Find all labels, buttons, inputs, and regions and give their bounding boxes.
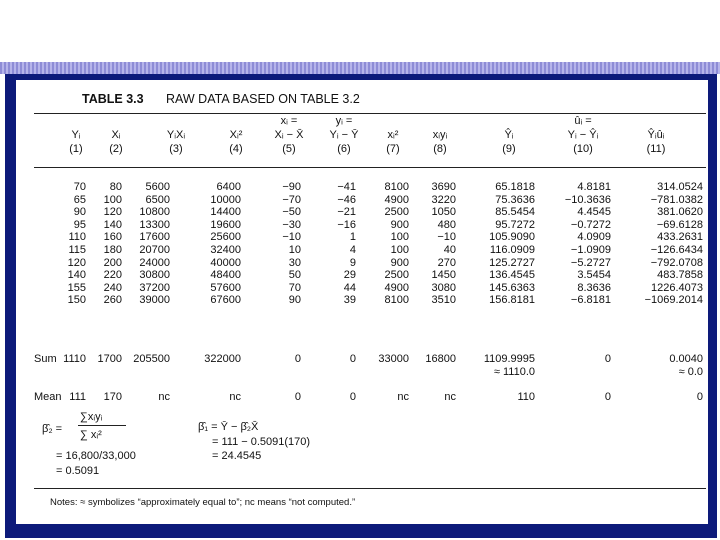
table-cell: 13300: [139, 218, 170, 231]
table-cell: 140: [103, 218, 122, 231]
sum-col-yx: [90, 353, 170, 378]
col-header-yhat-uhat-label: Ŷᵢûᵢ: [647, 129, 665, 141]
sum-label: Sum: [34, 353, 57, 365]
table-cell: −1069.2014: [644, 294, 703, 307]
table-cell: −90: [282, 181, 301, 193]
col-header-yx-label: YᵢXᵢ: [166, 129, 186, 141]
table-cell: 2500: [384, 206, 409, 219]
sum-col-y-hat: [455, 353, 535, 378]
table-cell: −792.0708: [650, 256, 703, 269]
table-cell: 180: [103, 243, 122, 256]
table-cell: −16: [337, 218, 356, 231]
col-header-x-label: Xᵢ: [111, 129, 121, 141]
table-cell: 4.0909: [577, 231, 611, 244]
table-cell: 39000: [139, 294, 170, 307]
table-cell: 40000: [210, 256, 241, 269]
table-cell: 205500: [133, 353, 170, 365]
table-cell: 4.8181: [577, 181, 611, 193]
table-cell: −0.7272: [570, 218, 611, 231]
table-cell: 65: [73, 193, 86, 206]
data-col-y-hat: [455, 181, 535, 307]
data-col-residual: [531, 181, 611, 307]
beta2-fraction-bar: [78, 425, 126, 426]
table-cell: 4.4545: [577, 206, 611, 219]
table-cell: 270: [437, 256, 456, 269]
table-cell: 19600: [210, 218, 241, 231]
col-header-y-dev-num: (6): [337, 143, 351, 155]
col-header-x-dev-sq-label: xᵢ²: [387, 129, 399, 141]
table-cell: −5.2727: [570, 256, 611, 269]
table-cell: 260: [103, 294, 122, 307]
sum-col-residual: [531, 353, 611, 378]
col-header-x-dev-label: Xᵢ − X̄: [274, 129, 304, 141]
table-cell: 10800: [139, 206, 170, 219]
table-cell: 0: [696, 391, 703, 403]
table-cell: 33000: [378, 353, 409, 365]
table-cell: 480: [437, 218, 456, 231]
table-cell: 1: [349, 231, 356, 244]
table-cell: 5600: [145, 181, 170, 193]
table-cell: −46: [337, 193, 356, 206]
table-cell: 8.3636: [577, 281, 611, 294]
table-cell: −1.0909: [570, 243, 611, 256]
data-col-yx: [90, 181, 170, 307]
col-header-y-label: Yᵢ: [71, 129, 81, 141]
table-cell: −10: [282, 231, 301, 244]
table-cell: nc: [229, 391, 241, 403]
sum-col-xy-dev: [376, 353, 456, 378]
table-cell: 39: [343, 294, 356, 307]
table-cell: 6400: [216, 181, 241, 193]
table-cell: −781.0382: [650, 193, 703, 206]
table-notes: Notes: ≈ symbolizes “approximately equal to”; nc means “not computed.”: [50, 497, 356, 508]
table-cell: 4: [349, 243, 356, 256]
table-cell: 4900: [384, 281, 409, 294]
table-cell: 40: [443, 243, 456, 256]
table-cell: −50: [282, 206, 301, 219]
table-cell: 433.2631: [657, 231, 703, 244]
table-cell: [531, 366, 611, 379]
table-cell: 110: [68, 231, 86, 244]
mean-label: Mean: [34, 391, 62, 403]
data-col-yhat-uhat: [623, 181, 703, 307]
col-header-x-sq-label: Xᵢ²: [229, 129, 243, 141]
table-cell: −126.6434: [650, 243, 703, 256]
table-cell: 3.5454: [577, 269, 611, 282]
col-header-y-num: (1): [69, 143, 83, 155]
table-cell: 170: [103, 391, 122, 403]
table-cell: 120: [103, 206, 122, 219]
table-cell: 155: [67, 281, 86, 294]
table-cell: 1450: [431, 269, 456, 282]
table-cell: 381.0620: [657, 206, 703, 219]
sum-col-yhat-uhat: [623, 353, 703, 378]
beta1-line1: β̂₁ = Ȳ − β̂₂X̄: [198, 421, 259, 433]
table-cell: nc: [444, 391, 456, 403]
table-cell: 0: [349, 391, 356, 403]
table-cell: 220: [103, 269, 122, 282]
col-header-residual-top: ûᵢ =: [574, 115, 592, 127]
table-cell: nc: [158, 391, 170, 403]
table-cell: 3690: [431, 181, 456, 193]
beta1-line3: = 24.4545: [212, 450, 262, 462]
col-header-yhat-uhat-num: (11): [646, 143, 666, 155]
table-cell: −10.3636: [564, 193, 611, 206]
table-cell: 140: [67, 269, 86, 282]
col-header-residual-label: Yᵢ − Ŷᵢ: [567, 129, 599, 141]
table-cell: 32400: [210, 243, 241, 256]
table-cell: 70: [288, 281, 301, 294]
table-sheet: [16, 80, 708, 524]
table-cell: 80: [109, 181, 122, 193]
rule-header: [34, 167, 706, 168]
table-cell: 3510: [431, 294, 456, 307]
table-cell: −6.8181: [570, 294, 611, 307]
table-cell: 30800: [139, 269, 170, 282]
table-cell: 900: [390, 218, 409, 231]
table-cell: 314.0524: [657, 181, 703, 193]
table-cell: 4900: [384, 193, 409, 206]
table-cell: −30: [282, 218, 301, 231]
table-cell: 100: [390, 231, 409, 244]
mean-col-yx: [90, 391, 170, 404]
table-cell: 95.7272: [495, 218, 535, 231]
table-cell: 3220: [431, 193, 456, 206]
table-cell: −69.6128: [656, 218, 703, 231]
table-cell: 0: [604, 391, 611, 403]
table-cell: 24000: [139, 256, 170, 269]
top-decorative-bar: [0, 62, 720, 74]
table-cell: 125.2727: [489, 256, 535, 269]
beta1-line2: = 111 − 0.5091(170): [212, 436, 311, 448]
table-cell: 48400: [210, 269, 241, 282]
table-cell: 44: [343, 281, 356, 294]
table-cell: 75.3636: [495, 193, 535, 206]
table-cell: −21: [337, 206, 356, 219]
beta2-line2: = 16,800/33,000: [56, 450, 136, 462]
col-header-x-dev-num: (5): [282, 143, 296, 155]
table-cell: 900: [390, 256, 409, 269]
table-cell: 29: [343, 269, 356, 282]
table-cell: 57600: [210, 281, 241, 294]
col-header-residual-num: (10): [573, 143, 593, 155]
table-cell: 156.8181: [489, 294, 535, 307]
table-cell: 10000: [210, 193, 241, 206]
table-cell: 50: [288, 269, 301, 282]
table-cell: 20700: [139, 243, 170, 256]
mean-col-y-hat: [455, 391, 535, 404]
table-cell: 1109.9995: [483, 353, 535, 365]
table-cell: 160: [103, 231, 122, 244]
table-cell: 1700: [97, 353, 122, 365]
col-header-x-sq-num: (4): [229, 143, 243, 155]
table-cell: [90, 366, 170, 379]
mean-col-residual: [531, 391, 611, 404]
table-cell: 90: [288, 294, 301, 307]
table-cell: 116.0909: [489, 243, 535, 256]
table-cell: 14400: [210, 206, 241, 219]
table-cell: 8100: [384, 294, 409, 307]
table-cell: nc: [397, 391, 409, 403]
col-header-y-hat-num: (9): [502, 143, 516, 155]
table-cell: 90: [73, 206, 86, 219]
table-cell: 145.6363: [489, 281, 535, 294]
table-cell: 8100: [384, 181, 409, 193]
table-cell: 65.1818: [495, 181, 535, 193]
table-cell: 0: [349, 353, 356, 365]
table-cell: 100: [390, 243, 409, 256]
table-cell: 115: [68, 243, 86, 256]
mean-col-yhat-uhat: [623, 391, 703, 404]
table-cell: 240: [103, 281, 122, 294]
table-cell: 483.7858: [657, 269, 703, 282]
col-header-xy-dev-label: xᵢyᵢ: [432, 129, 448, 141]
col-header-y-dev-label: Yᵢ − Ȳ: [329, 129, 359, 141]
col-header-x-dev-top: xᵢ =: [280, 115, 298, 127]
table-cell: 0.0040: [669, 353, 703, 365]
table-cell: 150: [67, 294, 86, 307]
rule-bottom: [34, 488, 706, 489]
table-cell: 30: [288, 256, 301, 269]
table-cell: 0: [604, 353, 611, 365]
col-header-xy-dev-num: (8): [433, 143, 447, 155]
col-header-x-num: (2): [109, 143, 123, 155]
table-number: TABLE 3.3: [82, 92, 144, 106]
table-cell: 120: [67, 256, 86, 269]
table-cell: 100: [103, 193, 122, 206]
col-header-y-hat-label: Ŷᵢ: [504, 129, 514, 141]
beta2-lhs: β̂₂ =: [42, 423, 63, 435]
table-cell: 6500: [145, 193, 170, 206]
table-cell: 136.4545: [489, 269, 535, 282]
table-cell: 17600: [139, 231, 170, 244]
table-cell: 10: [288, 243, 301, 256]
col-header-yx-num: (3): [169, 143, 183, 155]
table-cell: 110: [517, 391, 535, 403]
table-cell: −41: [337, 181, 356, 193]
table-cell: 2500: [384, 269, 409, 282]
table-cell: 1050: [431, 206, 456, 219]
table-cell: ≈ 1110.0: [493, 365, 535, 378]
table-title: RAW DATA BASED ON TABLE 3.2: [166, 92, 360, 106]
table-cell: 1110: [63, 353, 86, 365]
table-cell: −10: [437, 231, 456, 244]
table-cell: 322000: [204, 353, 241, 365]
table-cell: 0: [294, 353, 301, 365]
table-cell: −70: [282, 193, 301, 206]
beta2-line3: = 0.5091: [56, 465, 100, 477]
table-cell: 9: [349, 256, 356, 269]
table-cell: 95: [73, 218, 86, 231]
mean-col-xy-dev: [376, 391, 456, 404]
table-cell: ≈ 0.0: [678, 365, 703, 378]
data-col-xy-dev: [376, 181, 456, 307]
table-cell: 0: [294, 391, 301, 403]
table-cell: [376, 366, 456, 379]
table-cell: 25600: [210, 231, 241, 244]
table-cell: 111: [69, 391, 86, 403]
table-cell: 200: [103, 256, 122, 269]
table-cell: 67600: [210, 294, 241, 307]
table-cell: 3080: [431, 281, 456, 294]
table-cell: 1226.4073: [651, 281, 703, 294]
rule-top: [34, 113, 706, 114]
table-cell: 70: [73, 181, 86, 193]
table-cell: 16800: [425, 353, 456, 365]
table-cell: 85.5454: [495, 206, 535, 219]
col-header-y-dev-top: yᵢ =: [335, 115, 353, 127]
beta2-denominator: ∑ xᵢ²: [80, 429, 102, 441]
table-cell: 37200: [139, 281, 170, 294]
table-cell: 105.9090: [489, 231, 535, 244]
col-header-x-dev-sq-num: (7): [386, 143, 400, 155]
beta2-numerator: ∑xᵢyᵢ: [80, 411, 103, 423]
